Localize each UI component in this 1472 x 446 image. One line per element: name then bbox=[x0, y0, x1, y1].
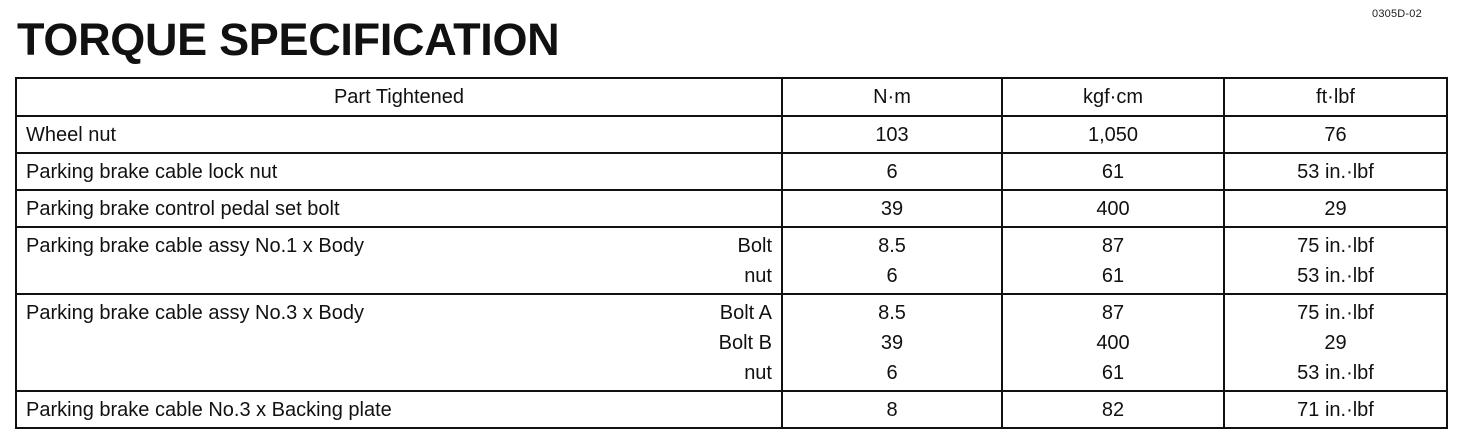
fastener-list bbox=[772, 120, 781, 150]
part-name: Parking brake cable No.3 x Backing plate bbox=[26, 399, 392, 421]
nm-value: 8.5 bbox=[878, 302, 906, 324]
kgf-cm-cell bbox=[1002, 116, 1224, 153]
kgf-cm-cell bbox=[1002, 227, 1224, 294]
part-cell bbox=[16, 294, 782, 391]
nm-cell bbox=[782, 116, 1002, 153]
ft-lbf-value: 75 in.·lbf bbox=[1297, 302, 1374, 324]
part-name: Parking brake cable assy No.1 x Body bbox=[26, 235, 364, 257]
ft-lbf-cell bbox=[1224, 153, 1447, 190]
ft-lbf-value: 71 in.·lbf bbox=[1297, 399, 1374, 421]
fastener-label: nut bbox=[744, 265, 772, 287]
table-header-row bbox=[16, 78, 1447, 116]
nm-value: 39 bbox=[880, 198, 904, 220]
kgf-cm-cell bbox=[1002, 190, 1224, 227]
kgf-cm-cell bbox=[1002, 294, 1224, 391]
nm-value: 6 bbox=[886, 265, 898, 287]
ft-lbf-value: 53 in.·lbf bbox=[1297, 362, 1374, 384]
kgf-cm-value: 87 bbox=[1101, 235, 1125, 257]
ft-lbf-cell bbox=[1224, 116, 1447, 153]
nm-value: 8 bbox=[886, 399, 898, 421]
kgf-cm-value: 61 bbox=[1101, 265, 1125, 287]
ft-lbf-value: 75 in.·lbf bbox=[1297, 235, 1374, 257]
nm-cell bbox=[782, 227, 1002, 294]
part-name: Parking brake cable assy No.3 x Body bbox=[26, 302, 364, 324]
ft-lbf-cell bbox=[1224, 190, 1447, 227]
fastener-list bbox=[772, 194, 781, 224]
fastener-label: nut bbox=[744, 362, 772, 384]
ft-lbf-value: 53 in.·lbf bbox=[1297, 265, 1374, 287]
table-row bbox=[16, 227, 1447, 294]
nm-cell bbox=[782, 190, 1002, 227]
ft-lbf-value: 53 in.·lbf bbox=[1297, 161, 1374, 183]
part-name: Parking brake control pedal set bolt bbox=[26, 198, 340, 220]
kgf-cm-cell bbox=[1002, 391, 1224, 428]
kgf-cm-value: 87 bbox=[1101, 302, 1125, 324]
ft-lbf-value: 29 bbox=[1324, 198, 1347, 220]
nm-cell bbox=[782, 391, 1002, 428]
header-part-tightened: Part Tightened bbox=[16, 78, 782, 116]
kgf-cm-value: 82 bbox=[1101, 399, 1125, 421]
part-cell bbox=[16, 391, 782, 428]
part-cell bbox=[16, 153, 782, 190]
document-code: 0305D-02 bbox=[1372, 8, 1422, 20]
table-row bbox=[16, 391, 1447, 428]
torque-spec-table bbox=[15, 77, 1448, 429]
kgf-cm-value: 61 bbox=[1101, 362, 1125, 384]
ft-lbf-cell bbox=[1224, 294, 1447, 391]
kgf-cm-value: 1,050 bbox=[1087, 124, 1139, 146]
header-kgf-cm: kgf·cm bbox=[1002, 78, 1224, 116]
part-cell bbox=[16, 227, 782, 294]
ft-lbf-cell bbox=[1224, 227, 1447, 294]
ft-lbf-cell bbox=[1224, 391, 1447, 428]
table-row bbox=[16, 294, 1447, 391]
part-cell bbox=[16, 116, 782, 153]
table-row bbox=[16, 153, 1447, 190]
fastener-list bbox=[738, 231, 781, 291]
part-name: Parking brake cable lock nut bbox=[26, 161, 278, 183]
part-cell bbox=[16, 190, 782, 227]
fastener-list bbox=[719, 298, 781, 388]
ft-lbf-value: 29 bbox=[1324, 332, 1347, 354]
header-nm: N·m bbox=[782, 78, 1002, 116]
fastener-label: Bolt bbox=[737, 235, 772, 257]
nm-value: 8.5 bbox=[878, 235, 906, 257]
kgf-cm-value: 400 bbox=[1096, 332, 1130, 354]
table-row bbox=[16, 190, 1447, 227]
nm-cell bbox=[782, 153, 1002, 190]
nm-value: 6 bbox=[886, 161, 898, 183]
part-name: Wheel nut bbox=[26, 124, 117, 146]
nm-value: 103 bbox=[875, 124, 909, 146]
kgf-cm-cell bbox=[1002, 153, 1224, 190]
header-ft-lbf: ft·lbf bbox=[1224, 78, 1447, 116]
kgf-cm-value: 400 bbox=[1096, 198, 1130, 220]
nm-cell bbox=[782, 294, 1002, 391]
table-row bbox=[16, 116, 1447, 153]
fastener-list bbox=[772, 395, 781, 425]
ft-lbf-value: 76 bbox=[1324, 124, 1347, 146]
fastener-label: Bolt A bbox=[719, 302, 772, 324]
nm-value: 39 bbox=[880, 332, 904, 354]
kgf-cm-value: 61 bbox=[1101, 161, 1125, 183]
nm-value: 6 bbox=[886, 362, 898, 384]
fastener-list bbox=[772, 157, 781, 187]
page-title: TORQUE SPECIFICATION bbox=[17, 14, 560, 65]
fastener-label: Bolt B bbox=[718, 332, 772, 354]
